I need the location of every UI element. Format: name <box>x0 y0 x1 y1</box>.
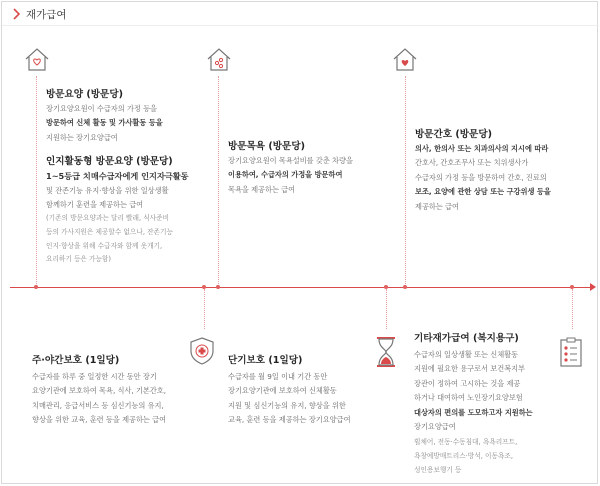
connector-line <box>36 76 37 286</box>
cognitive-care-desc: 1~5등급 치매수급자에게 인지자극활동 및 잔존기능 유지·향상을 위한 일상생활 함께하기 훈련을 제공하는 급여 <box>46 171 189 210</box>
timeline-axis <box>10 287 594 288</box>
visit-nursing-desc: 의사, 한의사 또는 치과의사의 지시에 따라 간호사, 간호조무사 또는 치위생사가 수급자의 가정 등을 방문하여 간호, 진료의 보조, 요양에 관한 상담 또는 구강위생 등을 제공하는 급여 <box>415 144 551 211</box>
other-care-items: 휠체어, 전동·수동침대, 욕욕리프트, 욕창예방매트리스·방석, 이동욕조, 성인용보행기 등 <box>414 438 518 474</box>
connector-line <box>218 76 219 286</box>
content-frame <box>1 1 598 484</box>
cognitive-care-note: (기존의 방문요양과는 달리 빨래, 식사준비 등의 가사지원은 제공할수 없으나, 잔존기능 인지·향상을 위해 수급자와 함께 옷개기, 요리하기 등은 가능함) <box>46 214 173 264</box>
connector-line <box>204 289 205 329</box>
chevron-right-icon <box>12 8 22 20</box>
visit-bath-title: 방문목욕 (방문당) <box>228 141 305 152</box>
timeline-dot <box>202 285 206 289</box>
connector-line <box>386 289 387 329</box>
short-term-care-title: 단기보호 (1일당) <box>228 355 303 366</box>
visit-care-title: 방문요양 (방문당) <box>46 89 123 100</box>
visit-care-block <box>46 86 206 267</box>
connector-line <box>405 76 406 286</box>
cognitive-care-title: 인지활동형 방문요양 (방문당) <box>46 156 173 168</box>
other-care-block <box>414 330 564 477</box>
section-header <box>2 2 599 26</box>
page-title: 재가급여 <box>26 9 67 21</box>
home-share-icon <box>206 46 232 72</box>
home-heart-icon <box>24 46 50 72</box>
timeline-dot <box>216 285 220 289</box>
visit-care-desc: 장기요양요원이 수급자의 가정 등을 방문하여 신체 활동 및 가사활동 등을 지원하는 장기요양급여 <box>46 104 163 142</box>
visit-bath-block <box>228 138 388 197</box>
short-term-care-desc: 수급자를 월 9일 이내 기간 동안 장기요양기관에 보호하여 신체활동 지원 및 심신기능의 유지, 향상을 위한 교육, 훈련 등을 제공하는 장기요양급여 <box>228 372 351 425</box>
other-care-desc: 수급자의 일상생활 또는 신체활동 지원에 필요한 용구로서 보건복지부 장관이 정하여 고시하는 것을 제공 하거나 대여하여 노인장기요양보험 대상자의 편의를 도모하고자 지원하는 장기요양급여 <box>414 350 533 432</box>
connector-line <box>572 289 573 329</box>
home-heart-filled-icon <box>392 46 418 72</box>
visit-nursing-title: 방문간호 (방문당) <box>415 129 492 140</box>
other-care-title: 기타재가급여 (복지용구) <box>414 333 519 344</box>
timeline-arrow-icon <box>590 283 596 291</box>
timeline-dot <box>384 285 388 289</box>
timeline-dot <box>403 285 407 289</box>
day-night-care-title: 주·야간보호 (1일당) <box>32 355 120 366</box>
day-night-care-block <box>32 352 207 428</box>
visit-nursing-block <box>415 126 595 214</box>
visit-bath-desc: 장기요양요원이 목욕설비를 갖춘 차량을 이용하여, 수급자의 가정을 방문하여 목욕을 제공하는 급여 <box>228 156 353 194</box>
short-term-care-block <box>228 352 388 428</box>
day-night-care-desc: 수급자를 하루 중 일정한 시간 동안 장기 요양기관에 보호하여 목욕, 식사, 기본간호, 치매관리, 응급서비스 등 심신기능의 유지, 향상을 위한 교육, 훈련 등을 제공하는 급여 <box>32 372 167 425</box>
timeline-dot <box>570 285 574 289</box>
timeline-dot <box>34 285 38 289</box>
